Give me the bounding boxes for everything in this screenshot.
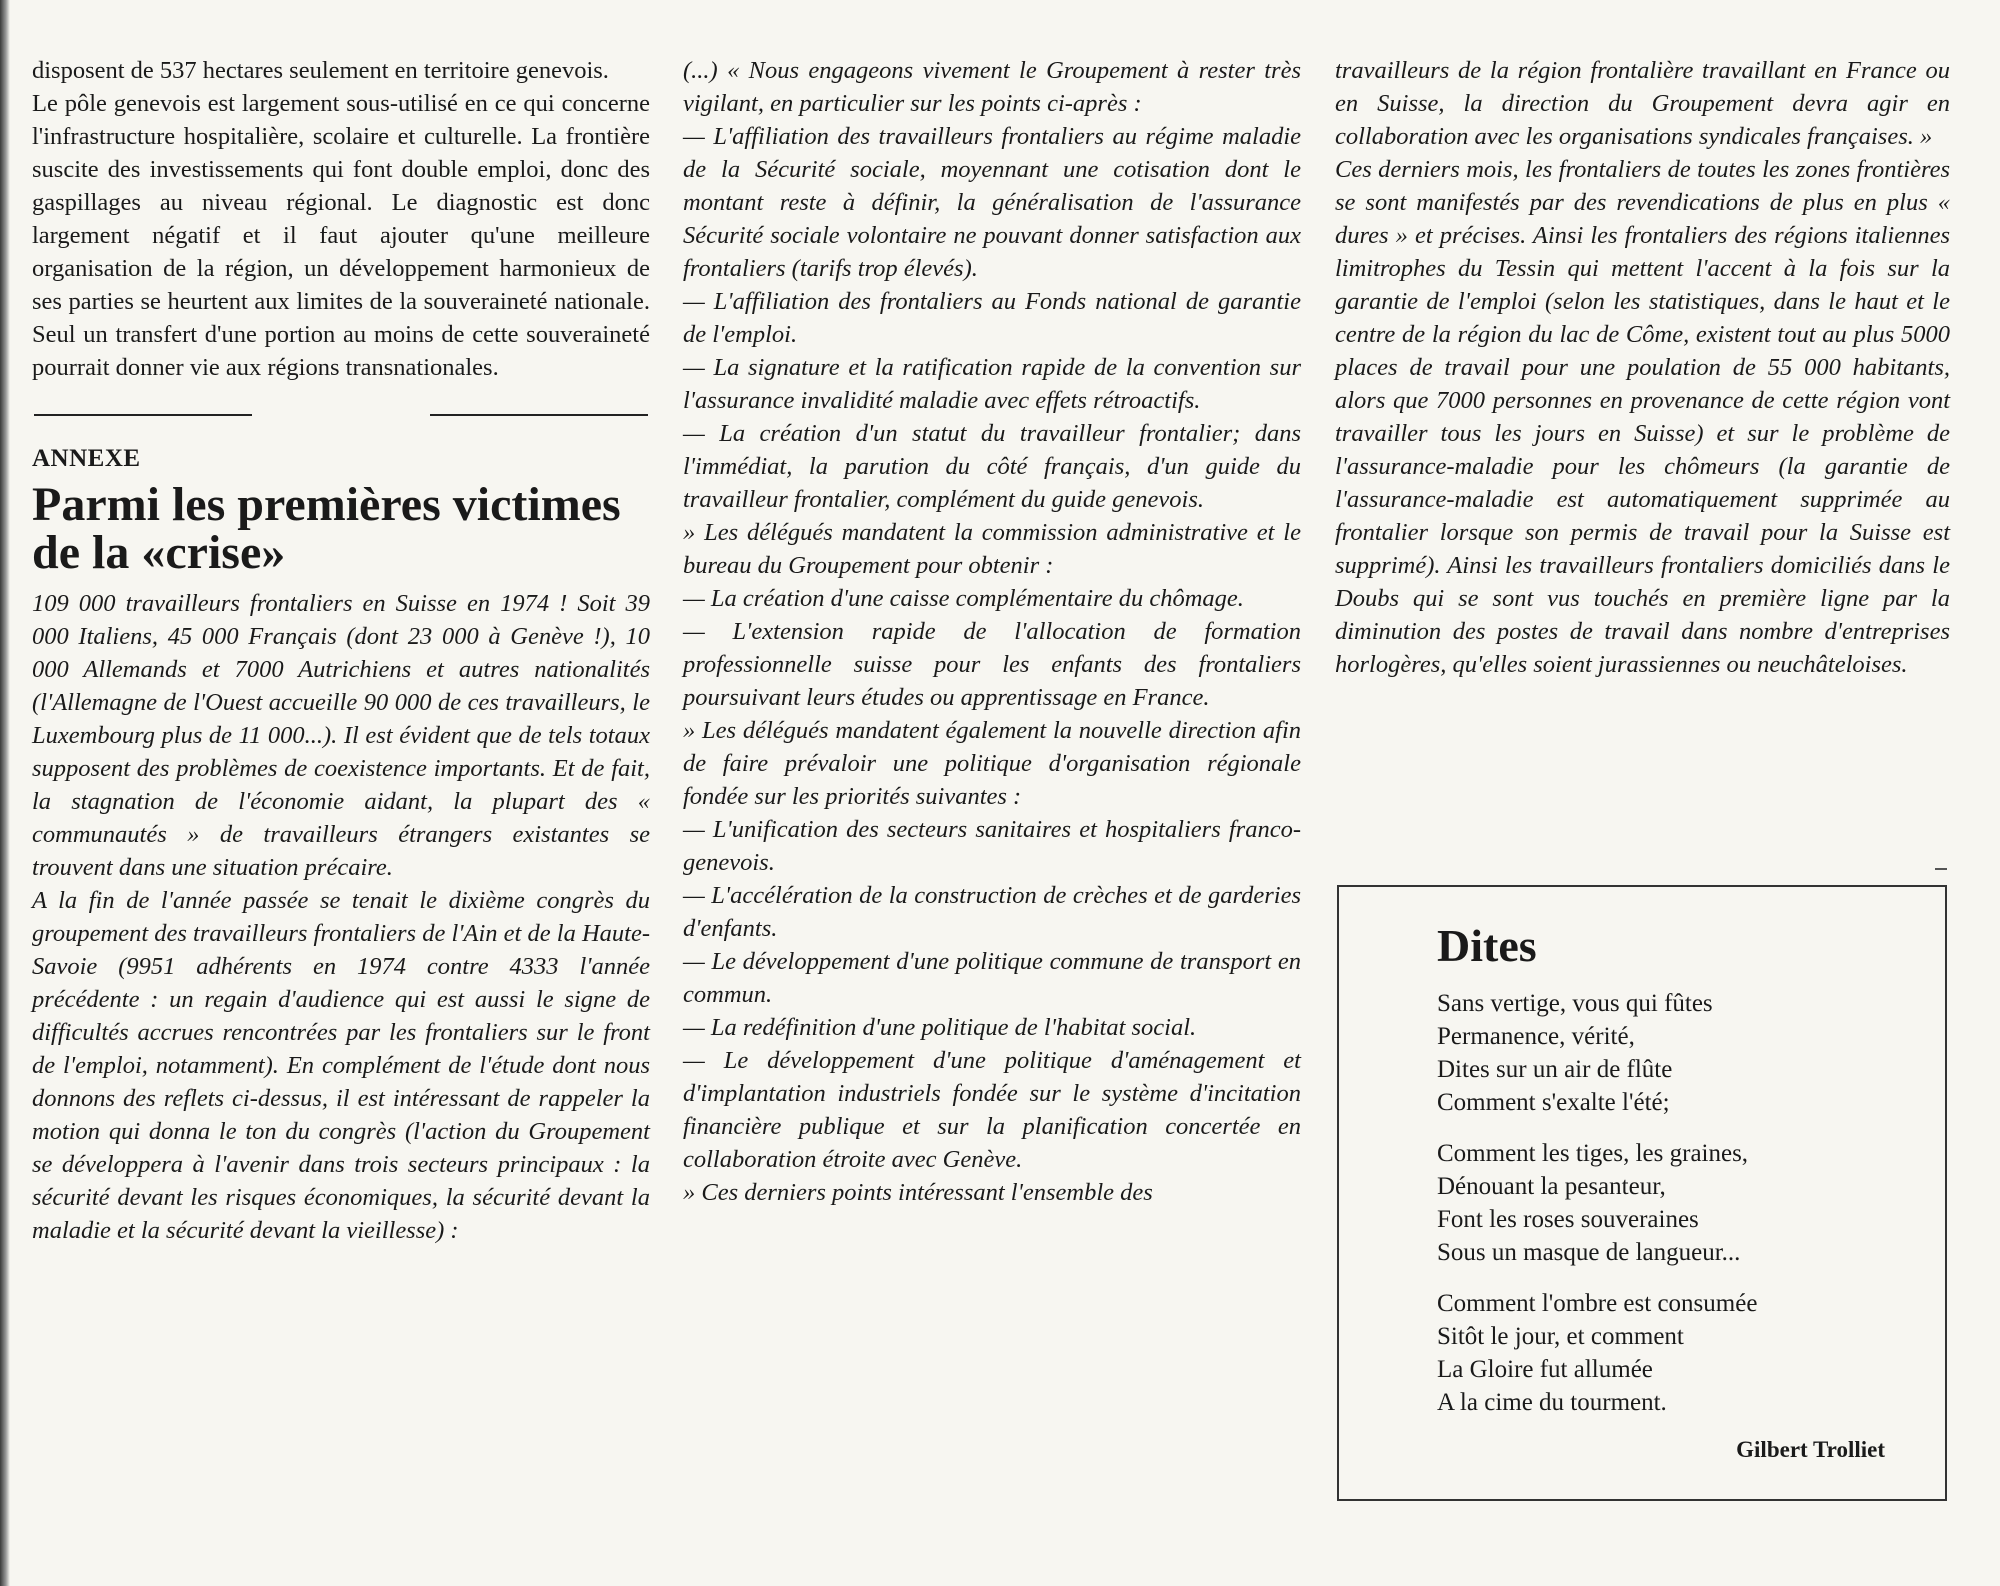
list-item: — Le développement d'une politique commune de transport en commun.	[683, 948, 1301, 1008]
section-label: ANNEXE	[32, 445, 141, 472]
poem-line: Sitôt le jour, et comment	[1437, 1323, 1684, 1350]
poem-author: Gilbert Trolliet	[1736, 1437, 1885, 1462]
paragraph: » Les délégués mandatent également la nouvelle direction afin de faire prévaloir une politique d'organisation régionale fondée sur les priorités suivantes :	[683, 717, 1301, 810]
poem-line: Sous un masque de langueur...	[1437, 1239, 1741, 1266]
list-item: — La création d'un statut du travailleur frontalier; dans l'immédiat, la parution du côté français, d'un guide du travailleur frontalier, complément du guide genevois.	[683, 420, 1301, 513]
poem-stanza	[1437, 1137, 1757, 1269]
paragraph: Le pôle genevois est largement sous-utilisé en ce qui concerne l'infrastructure hospitalière, scolaire et culturelle. La frontière suscite des investissements qui font double emploi, donc des gaspillages au niveau régional. Le diagnostic est donc largement négatif et il faut ajouter qu'une meilleure organisation de la région, un développement harmonieux de ses parties se heurtent aux limites de la souveraineté nationale. Seul un transfert d'une portion au moins de cette souveraineté pourrait donner vie aux régions transnationales.	[32, 90, 650, 381]
list-item: — L'extension rapide de l'allocation de formation professionnelle suisse pour les enfants des frontaliers poursuivant leurs études ou apprentissage en France.	[683, 618, 1301, 711]
poem-title: Dites	[1437, 920, 1537, 971]
poem-line: Dites sur un air de flûte	[1437, 1056, 1673, 1083]
list-item: — La redéfinition d'une politique de l'habitat social.	[683, 1014, 1197, 1041]
list-item: — L'affiliation des frontaliers au Fonds national de garantie de l'emploi.	[683, 288, 1301, 348]
list-item: — La création d'une caisse complémentaire du chômage.	[683, 585, 1244, 612]
poem-stanza	[1437, 987, 1757, 1119]
section-divider	[32, 384, 650, 422]
list-item: — L'unification des secteurs sanitaires et hospitaliers franco-genevois.	[683, 816, 1301, 876]
poem-line: Comment l'ombre est consumée	[1437, 1290, 1758, 1317]
column-1	[32, 54, 650, 1247]
paragraph: 109 000 travailleurs frontaliers en Suisse en 1974 ! Soit 39 000 Italiens, 45 000 Français (dont 23 000 à Genève !), 10 000 Allemands et 7000 Autrichiens et autres nationalités (l'Allemagne de l'Ouest accueille 90 000 de ces travailleurs, le Luxembourg plus de 11 000...). Il est évident que de tels totaux supposent des problèmes de coexistence importants. Et de fait, la stagnation de l'économie aidant, la plupart des « communautés » de travailleurs étrangers existantes se trouvent dans une situation précaire.	[32, 590, 650, 881]
poem-stanza	[1437, 1287, 1757, 1419]
poem-line: Sans vertige, vous qui fûtes	[1437, 990, 1713, 1017]
poem-body	[1437, 987, 1757, 1437]
column-2	[683, 54, 1301, 1209]
paragraph: » Les délégués mandatent la commission administrative et le bureau du Groupement pour obtenir :	[683, 519, 1301, 579]
divider-rule-right	[430, 414, 648, 416]
paragraph: (...) « Nous engageons vivement le Groupement à rester très vigilant, en particulier sur les points ci-après :	[683, 57, 1301, 117]
list-item: — La signature et la ratification rapide de la convention sur l'assurance invalidité maladie avec effets rétroactifs.	[683, 354, 1301, 414]
poem-line: Font les roses souveraines	[1437, 1206, 1699, 1233]
paragraph: travailleurs de la région frontalière travaillant en France ou en Suisse, la direction du Groupement devra agir en collaboration avec les organisations syndicales françaises. »	[1335, 57, 1950, 150]
list-item: — Le développement d'une politique d'aménagement et d'implantation industriels fondée sur le système d'incitation financière publique et sur la planification concertée en collaboration étroite avec Genève.	[683, 1047, 1301, 1173]
list-item: — L'affiliation des travailleurs frontaliers au régime maladie de la Sécurité sociale, moyennant une cotisation dont le montant reste à définir, la généralisation de l'assurance Sécurité sociale volontaire ne pouvant donner satisfaction aux frontaliers (tarifs trop élevés).	[683, 123, 1301, 282]
page-binding-edge	[0, 0, 10, 1586]
decorative-dash	[1935, 868, 1947, 870]
divider-rule-left	[34, 414, 252, 416]
poem-line: Dénouant la pesanteur,	[1437, 1173, 1666, 1200]
list-item: — L'accélération de la construction de crèches et de garderies d'enfants.	[683, 882, 1301, 942]
article-headline: Parmi les premières victimes de la «crise»	[32, 478, 621, 579]
paragraph: Ces derniers mois, les frontaliers de toutes les zones frontières se sont manifestés par des revendications de plus en plus « dures » et précises. Ainsi les frontaliers des régions italiennes limitrophes du Tessin qui mettent l'accent à la fois sur la garantie de l'emploi (selon les statistiques, dans le haut et le centre de la région du lac de Côme, existent tout au plus 5000 places de travail pour une poulation de 55 000 habitants, alors que 7000 personnes en provenance de cette région vont travailler tous les jours en Suisse) et sur le problème de l'assurance-maladie pour les chômeurs (la garantie de l'assurance-maladie est automatiquement supprimée au frontalier lorsque son permis de travail pour la Suisse est supprimé). Ainsi les travailleurs frontaliers domiciliés dans le Doubs qui se sont vus touchés en première ligne par la diminution des postes de travail dans nombre d'entreprises horlogères, qu'elles soient jurassiennes ou neuchâteloises.	[1335, 156, 1950, 678]
paragraph: A la fin de l'année passée se tenait le dixième congrès du groupement des travailleurs frontaliers de l'Ain et de la Haute-Savoie (9951 adhérents en 1974 contre 4333 l'année précédente : un regain d'audience qui est aussi le signe de difficultés accrues rencontrées par les frontaliers sur le front de l'emploi, notamment). En complément de l'étude dont nous donnons des reflets ci-dessus, il est intéressant de rappeler la motion qui donna le ton du congrès (l'action du Groupement se développera à l'avenir dans trois secteurs principaux : la sécurité devant les risques économiques, la sécurité devant la maladie et la sécurité devant la vieillesse) :	[32, 887, 650, 1244]
column-3	[1335, 54, 1950, 681]
paragraph: » Ces derniers points intéressant l'ensemble des	[683, 1179, 1153, 1206]
poem-line: Comment les tiges, les graines,	[1437, 1140, 1749, 1167]
poem-line: Comment s'exalte l'été;	[1437, 1089, 1670, 1116]
poem-line: A la cime du tourment.	[1437, 1389, 1667, 1416]
poem-box	[1337, 885, 1947, 1501]
poem-line: La Gloire fut allumée	[1437, 1356, 1653, 1383]
poem-line: Permanence, vérité,	[1437, 1023, 1635, 1050]
paragraph: disposent de 537 hectares seulement en territoire genevois.	[32, 57, 609, 84]
